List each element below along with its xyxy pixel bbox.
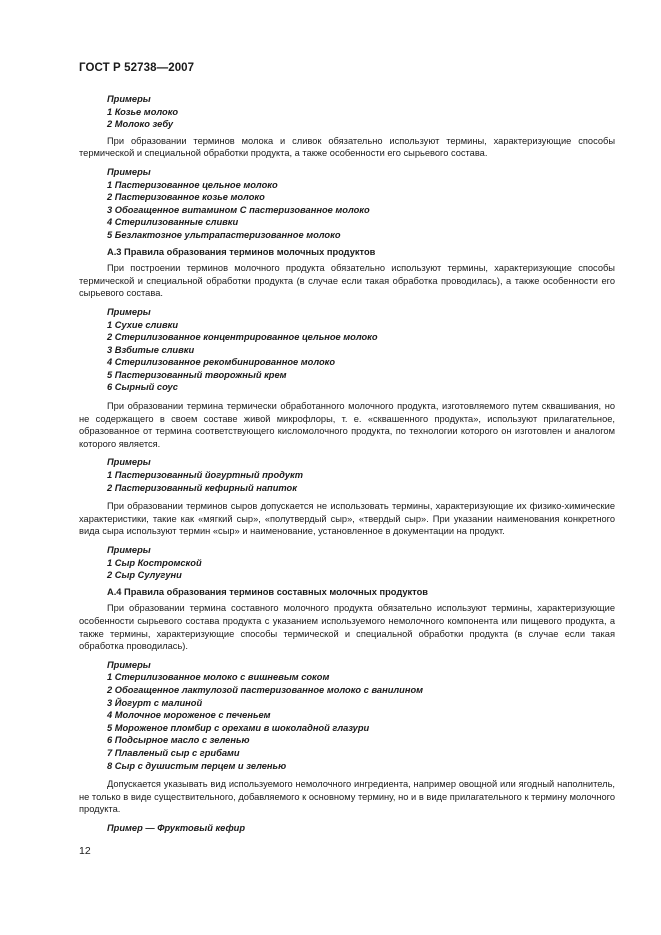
example-item: 2 Стерилизованное концентрированное цельное молоко bbox=[107, 332, 378, 343]
examples-label: Примеры bbox=[107, 545, 151, 555]
example-item: 3 Обогащенное витамином С пастеризованное молоко bbox=[107, 204, 370, 215]
example-item: 3 Взбитые сливки bbox=[107, 344, 195, 355]
section-heading: А.3 Правила образования терминов молочных продуктов bbox=[107, 246, 376, 257]
examples-label: Примеры bbox=[107, 166, 151, 177]
page-number: 12 bbox=[79, 845, 91, 857]
example-single bbox=[107, 822, 615, 835]
example-item: 4 Стерилизованные сливки bbox=[107, 217, 239, 228]
examples-block bbox=[107, 306, 615, 394]
example-item: 6 Подсырное масло с зеленью bbox=[107, 735, 250, 746]
examples-label: Примеры bbox=[107, 306, 151, 317]
section-heading: А.4 Правила образования терминов составных молочных продуктов bbox=[107, 586, 428, 597]
example-item: 5 Безлактозное ультрапастеризованное молоко bbox=[107, 229, 341, 240]
paragraph: При образовании термина термически обработанного молочного продукта, изготовляемого путем сквашивания, но не содержащего в своем составе живой микрофлоры, т. е. «сквашенного продукта», используют прилагательное, образованное от термина соответствующего кисломолочного продукта, по технологии которого он изготовлен и аналогом которого является. bbox=[79, 401, 615, 449]
examples-label: Примеры bbox=[107, 659, 151, 670]
example-item: 2 Пастеризованное козье молоко bbox=[107, 192, 265, 203]
example-item: 5 Пастеризованный творожный крем bbox=[107, 369, 287, 380]
paragraph: При образовании терминов сыров допускается не использовать термины, характеризующие их физико-химические характеристики, такие как «мягкий сыр», «полутвердый сыр», «твердый сыр». При указании наименования конкретного вида сыра используют термин «сыр» и наименование, установленное в документации на продукт. bbox=[79, 501, 615, 537]
paragraph: При образовании термина составного молочного продукта обязательно используют термины, характеризующие особенности сырьевого состава продукта с указанием используемого немолочного компонента или пищевого продукта, а также термины, характеризующие способы термической и специальной обработки продукта (в случае если такая обработка проводилась). bbox=[79, 603, 615, 652]
document-header: ГОСТ Р 52738—2007 bbox=[79, 62, 195, 74]
example-item: 1 Сыр Костромской bbox=[107, 557, 202, 568]
examples-label: Примеры bbox=[107, 94, 151, 104]
example-item: 8 Сыр с душистым перцем и зеленью bbox=[107, 760, 287, 771]
example-item: 5 Мороженое пломбир с орехами в шоколадной глазури bbox=[107, 722, 370, 733]
examples-label: Примеры bbox=[107, 457, 151, 468]
example-item: 2 Обогащенное лактулозой пастеризованное молоко с ванилином bbox=[107, 684, 424, 695]
examples-block bbox=[107, 544, 615, 582]
examples-block bbox=[107, 166, 615, 242]
example-item: 4 Стерилизованное рекомбинированное молоко bbox=[107, 357, 336, 368]
paragraph: При построении терминов молочного продукта обязательно используют термины, характеризующие способы термической и специальной обработки продукта (в случае если такая обработка проводилась), а также особенности его сырьевого состава. bbox=[79, 263, 615, 299]
paragraph: При образовании терминов молока и сливок обязательно используют термины, характеризующие способы термической и специальной обработки продукта, а также особенности его сырьевого состава. bbox=[79, 135, 615, 159]
example-item: 1 Пастеризованное цельное молоко bbox=[107, 179, 278, 190]
example-item: Пример — Фруктовый кефир bbox=[107, 822, 246, 833]
example-item: 1 Стерилизованное молоко с вишневым соком bbox=[107, 672, 330, 683]
example-item: 4 Молочное мороженое с печеньем bbox=[107, 710, 271, 721]
example-item: 2 Пастеризованный кефирный напиток bbox=[107, 482, 297, 493]
example-item: 2 Сыр Сулугуни bbox=[107, 570, 182, 581]
example-item: 7 Плавленый сыр с грибами bbox=[107, 747, 240, 758]
example-item: 1 Пастеризованный йогуртный продукт bbox=[107, 470, 304, 481]
example-item: 1 Сухие сливки bbox=[107, 319, 178, 330]
example-item: 3 Йогурт с малиной bbox=[107, 697, 203, 708]
examples-block bbox=[107, 93, 615, 131]
example-item: 6 Сырный соус bbox=[107, 382, 178, 393]
paragraph: Допускается указывать вид используемого немолочного ингредиента, например овощной или ягодный наполнитель, не только в виде существительного, добавляемого к основному термину, но и в виде прилагательного к термину молочного продукта. bbox=[79, 779, 615, 815]
examples-block bbox=[107, 456, 615, 494]
examples-block bbox=[107, 659, 615, 772]
example-item: 2 Молоко зебу bbox=[107, 119, 174, 130]
example-item: 1 Козье молоко bbox=[107, 106, 179, 117]
page-content bbox=[79, 93, 615, 834]
